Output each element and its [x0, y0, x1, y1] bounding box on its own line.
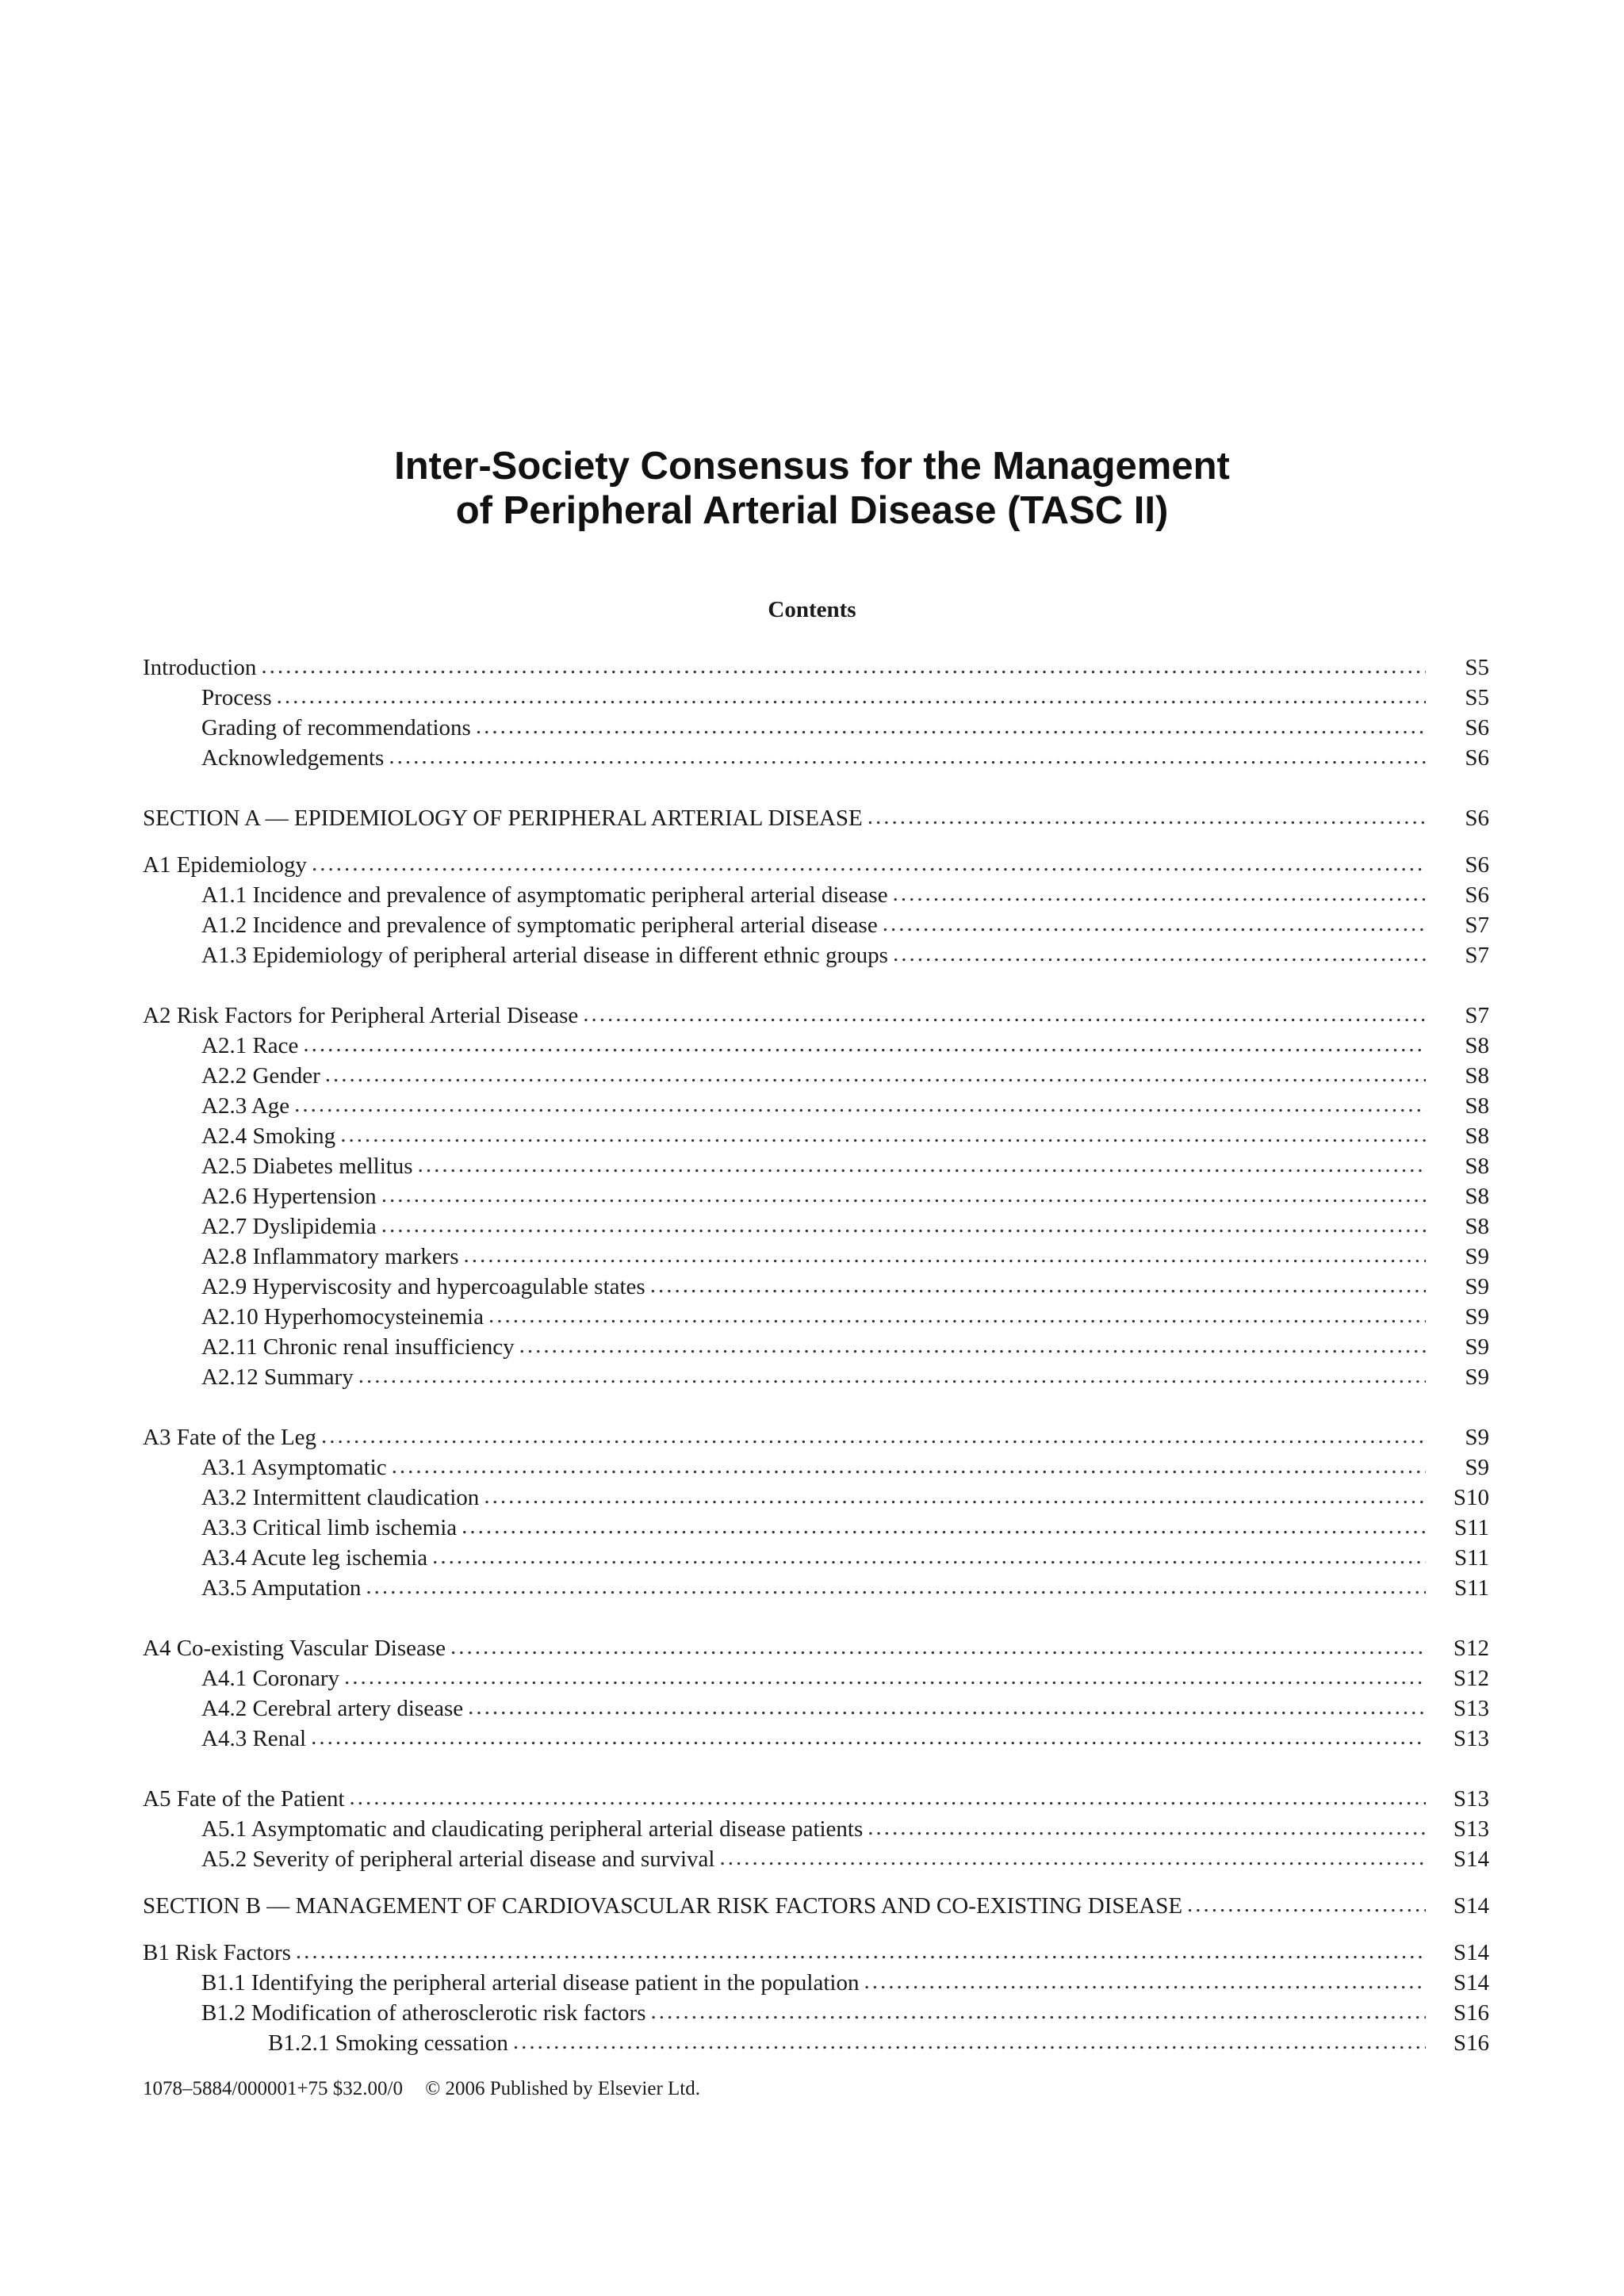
toc-entry[interactable] [143, 1814, 1489, 1844]
toc-entry-page: S11 [1454, 1515, 1489, 1540]
toc-entry-page: S9 [1465, 1364, 1489, 1390]
toc-dot-leader [864, 1966, 1426, 1996]
toc-entry-title: B1.2 Modification of atherosclerotic risk factors [201, 2000, 646, 2026]
toc-entry-title: A4.2 Cerebral artery disease [201, 1696, 464, 1721]
toc-entry-title: A1.1 Incidence and prevalence of asymptomatic peripheral arterial disease [201, 882, 888, 908]
toc-entry[interactable] [143, 880, 1489, 910]
document-title-line-1: Inter-Society Consensus for the Management [394, 445, 1230, 488]
toc-entry[interactable] [143, 1483, 1489, 1513]
toc-entry-page: S6 [1465, 715, 1489, 740]
toc-dot-leader [344, 1662, 1426, 1692]
toc-entry-page: S14 [1453, 1940, 1489, 1965]
toc-entry-page: S6 [1465, 882, 1489, 908]
toc-dot-leader [311, 1722, 1426, 1752]
toc-entry[interactable] [143, 1091, 1489, 1121]
toc-entry-title: A2.10 Hyperhomocysteinemia [201, 1304, 484, 1330]
toc-dot-leader [392, 1451, 1426, 1481]
toc-entry-page: S16 [1453, 2030, 1489, 2056]
toc-entry-title: A3.1 Asymptomatic [201, 1455, 387, 1480]
toc-entry-page: S8 [1465, 1154, 1489, 1179]
toc-dot-leader [868, 802, 1426, 832]
toc-dot-leader [366, 1571, 1426, 1601]
document-title-line-2: of Peripheral Arterial Disease (TASC II) [455, 489, 1169, 532]
toc-entry[interactable] [143, 1181, 1489, 1211]
toc-entry-title: B1.1 Identifying the peripheral arterial disease patient in the population [201, 1970, 860, 1996]
toc-dot-leader [312, 848, 1426, 878]
toc-entry-page: S12 [1453, 1666, 1489, 1691]
toc-entry-title: Acknowledgements [201, 745, 385, 771]
toc-dot-leader [358, 1360, 1426, 1391]
page-footer [143, 2077, 718, 2101]
footer-copyright: © 2006 Published by Elsevier Ltd. [425, 2078, 700, 2099]
toc-dot-leader [583, 999, 1426, 1029]
toc-dot-leader [296, 1936, 1426, 1966]
toc-dot-leader [277, 681, 1426, 711]
toc-entry-title: A3 Fate of the Leg [143, 1425, 317, 1450]
toc-entry-page: S8 [1465, 1184, 1489, 1209]
toc-entry-title: A2.12 Summary [201, 1364, 354, 1390]
toc-dot-leader [519, 1330, 1426, 1360]
toc-entry-title: A4.3 Renal [201, 1726, 307, 1751]
toc-entry-title: A1 Epidemiology [143, 852, 308, 878]
toc-dot-leader [418, 1150, 1426, 1180]
toc-entry[interactable] [143, 850, 1489, 880]
toc-dot-leader [893, 939, 1426, 969]
toc-entry-page: S5 [1465, 685, 1489, 710]
toc-entry-title: A2.5 Diabetes mellitus [201, 1154, 413, 1179]
toc-dot-leader [450, 1632, 1426, 1662]
toc-dot-leader [340, 1119, 1426, 1150]
toc-dot-leader [484, 1481, 1426, 1511]
toc-entry-page: S8 [1465, 1123, 1489, 1149]
toc-entry[interactable] [143, 803, 1489, 833]
toc-dot-leader [321, 1421, 1426, 1451]
toc-entry-page: S9 [1465, 1244, 1489, 1269]
toc-entry-title: A2.4 Smoking [201, 1123, 336, 1149]
toc-entry-page: S11 [1454, 1545, 1489, 1571]
toc-dot-leader [468, 1692, 1426, 1722]
toc-dot-leader [464, 1240, 1426, 1270]
toc-entry[interactable] [143, 1242, 1489, 1272]
toc-dot-leader [650, 1270, 1426, 1300]
toc-entry-page: S16 [1453, 2000, 1489, 2026]
toc-entry-page: S6 [1465, 852, 1489, 878]
toc-entry-title: A4.1 Coronary [201, 1666, 339, 1691]
toc-dot-leader [432, 1541, 1426, 1571]
toc-entry-title: Process [201, 685, 272, 710]
toc-entry-title: A1.3 Epidemiology of peripheral arterial disease in different ethnic groups [201, 943, 888, 968]
toc-entry-title: A2.8 Inflammatory markers [201, 1244, 459, 1269]
toc-entry[interactable] [143, 1513, 1489, 1543]
toc-entry-page: S7 [1465, 943, 1489, 968]
toc-dot-leader [893, 878, 1426, 909]
toc-entry-page: S14 [1453, 1893, 1489, 1919]
toc-entry-title: A3.2 Intermittent claudication [201, 1485, 480, 1510]
toc-entry-page: S13 [1453, 1816, 1489, 1842]
toc-dot-leader [488, 1300, 1426, 1330]
toc-dot-leader [325, 1059, 1426, 1089]
toc-entry-title: A2.7 Dyslipidemia [201, 1214, 377, 1239]
toc-entry[interactable] [143, 1302, 1489, 1332]
toc-entry-page: S8 [1465, 1093, 1489, 1119]
toc-entry[interactable] [143, 1633, 1489, 1663]
toc-entry[interactable] [143, 1724, 1489, 1754]
toc-entry[interactable] [143, 652, 1489, 683]
toc-entry-page: S8 [1465, 1063, 1489, 1089]
toc-dot-leader [389, 741, 1426, 771]
toc-dot-leader [294, 1089, 1426, 1119]
toc-dot-leader [719, 1843, 1426, 1873]
toc-entry-page: S9 [1465, 1455, 1489, 1480]
toc-entry-title: A2.3 Age [201, 1093, 290, 1119]
toc-entry[interactable] [143, 1844, 1489, 1874]
toc-entry-page: S8 [1465, 1033, 1489, 1058]
toc-entry-title: Grading of recommendations [201, 715, 471, 740]
toc-entry-page: S13 [1453, 1696, 1489, 1721]
toc-entry-title: A5.2 Severity of peripheral arterial disease and survival [201, 1846, 715, 1872]
toc-entry[interactable] [143, 683, 1489, 713]
toc-entry-page: S13 [1453, 1786, 1489, 1812]
toc-entry[interactable] [143, 1968, 1489, 1998]
toc-entry-page: S5 [1465, 655, 1489, 680]
toc-entry[interactable] [143, 1031, 1489, 1061]
toc-dot-leader [303, 1029, 1426, 1059]
toc-entry[interactable] [143, 1784, 1489, 1814]
toc-entry-title: SECTION A — EPIDEMIOLOGY OF PERIPHERAL ARTERIAL DISEASE [143, 806, 863, 831]
toc-entry-page: S10 [1453, 1485, 1489, 1510]
toc-entry-title: A2.6 Hypertension [201, 1184, 377, 1209]
toc-entry[interactable] [143, 1452, 1489, 1483]
toc-entry-title: B1 Risk Factors [143, 1940, 291, 1965]
toc-dot-leader [476, 711, 1426, 741]
toc-entry-title: A2.9 Hyperviscosity and hypercoagulable states [201, 1274, 645, 1299]
toc-entry[interactable] [143, 910, 1489, 940]
toc-entry-title: A5 Fate of the Patient [143, 1786, 345, 1812]
toc-entry-title: A1.2 Incidence and prevalence of symptomatic peripheral arterial disease [201, 913, 878, 938]
toc-dot-leader [350, 1782, 1426, 1812]
toc-entry-page: S9 [1465, 1334, 1489, 1360]
footer-code: 1078–5884/000001+75 $32.00/0 [143, 2078, 403, 2099]
toc-entry-page: S9 [1465, 1304, 1489, 1330]
toc-entry[interactable] [143, 940, 1489, 970]
toc-entry[interactable] [143, 1891, 1489, 1921]
toc-entry[interactable] [143, 1332, 1489, 1362]
toc-entry-page: S6 [1465, 745, 1489, 771]
toc-dot-leader [513, 2026, 1426, 2057]
toc-entry-title: A4 Co-existing Vascular Disease [143, 1636, 446, 1661]
toc-entry-title: Introduction [143, 655, 257, 680]
toc-entry-page: S14 [1453, 1846, 1489, 1872]
toc-entry-page: S14 [1453, 1970, 1489, 1996]
toc-entry-page: S7 [1465, 1003, 1489, 1028]
toc-entry-page: S7 [1465, 913, 1489, 938]
toc-entry-title: A2.2 Gender [201, 1063, 320, 1089]
toc-entry[interactable] [143, 1272, 1489, 1302]
toc-entry[interactable] [143, 1151, 1489, 1181]
toc-entry-page: S9 [1465, 1274, 1489, 1299]
toc-dot-leader [261, 651, 1426, 681]
toc-entry-title: A2 Risk Factors for Peripheral Arterial Disease [143, 1003, 579, 1028]
toc-dot-leader [381, 1210, 1426, 1240]
toc-entry-page: S9 [1465, 1425, 1489, 1450]
toc-dot-leader [1187, 1889, 1426, 1919]
toc-entry[interactable] [143, 1693, 1489, 1724]
document-title [0, 444, 1624, 533]
contents-heading: Contents [768, 597, 856, 622]
toc-entry-title: B1.2.1 Smoking cessation [268, 2030, 508, 2056]
toc-entry[interactable] [143, 1121, 1489, 1151]
toc-entry[interactable] [143, 1001, 1489, 1031]
toc-dot-leader [381, 1180, 1426, 1210]
toc-dot-leader [883, 909, 1426, 939]
toc-entry-title: A5.1 Asymptomatic and claudicating peripheral arterial disease patients [201, 1816, 864, 1842]
toc-entry[interactable] [143, 1998, 1489, 2028]
toc-entry[interactable] [143, 1663, 1489, 1693]
toc-dot-leader [868, 1812, 1426, 1843]
toc-entry-page: S11 [1454, 1575, 1489, 1601]
toc-entry-title: A3.5 Amputation [201, 1575, 362, 1601]
toc-entry-title: A2.11 Chronic renal insufficiency [201, 1334, 515, 1360]
toc-entry[interactable] [143, 1422, 1489, 1452]
toc-entry[interactable] [143, 743, 1489, 773]
toc-entry-title: A3.3 Critical limb ischemia [201, 1515, 458, 1540]
toc-entry-title: A2.1 Race [201, 1033, 299, 1058]
toc-entry[interactable] [143, 1573, 1489, 1603]
table-of-contents [143, 652, 1489, 2058]
toc-entry[interactable] [143, 1211, 1489, 1242]
toc-entry-page: S12 [1453, 1636, 1489, 1661]
toc-entry-page: S6 [1465, 806, 1489, 831]
toc-dot-leader [651, 1996, 1426, 2026]
toc-entry-title: A3.4 Acute leg ischemia [201, 1545, 428, 1571]
toc-entry[interactable] [143, 1543, 1489, 1573]
toc-entry[interactable] [143, 1362, 1489, 1392]
toc-dot-leader [462, 1511, 1426, 1541]
toc-entry-title: SECTION B — MANAGEMENT OF CARDIOVASCULAR RISK FACTORS AND CO-EXISTING DISEASE [143, 1893, 1183, 1919]
toc-entry[interactable] [143, 1938, 1489, 1968]
toc-entry-page: S8 [1465, 1214, 1489, 1239]
toc-entry[interactable] [143, 713, 1489, 743]
toc-entry[interactable] [143, 1061, 1489, 1091]
toc-entry-page: S13 [1453, 1726, 1489, 1751]
toc-entry[interactable] [143, 2028, 1489, 2058]
